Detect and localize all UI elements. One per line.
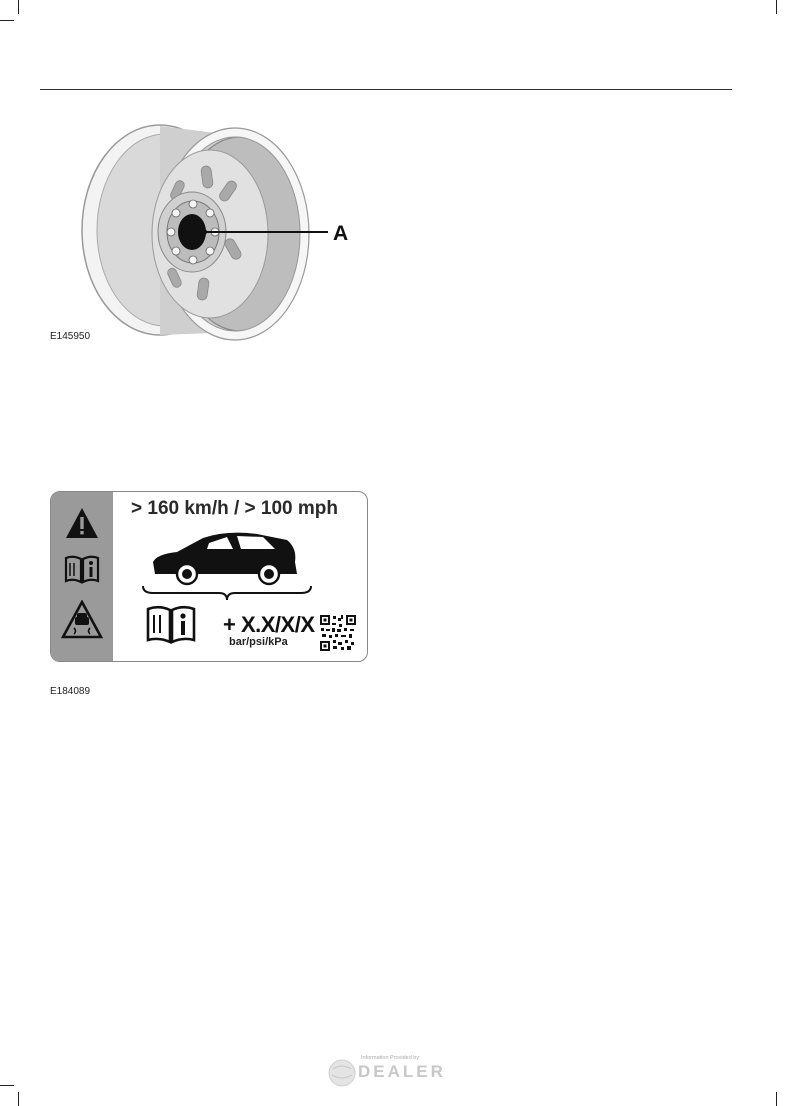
qr-code-icon <box>319 614 357 652</box>
owner-manual-icon <box>63 554 101 584</box>
bracket-icon <box>139 584 315 602</box>
car-silhouette-icon <box>137 528 317 590</box>
pressure-units-text: bar/psi/kPa <box>229 636 288 648</box>
warning-triangle-icon <box>64 506 100 540</box>
watermark-globe-icon <box>328 1059 356 1087</box>
watermark-brand: DEALER <box>358 1062 446 1081</box>
skid-control-icon <box>61 600 103 640</box>
speed-limit-text: > 160 km/h / > 100 mph <box>131 498 338 519</box>
crop-mark-top-right-v <box>776 0 777 14</box>
crop-mark-bottom-right-v <box>776 1092 777 1106</box>
crop-mark-top-left-h <box>0 20 14 21</box>
owner-manual-large-icon <box>145 604 197 644</box>
watermark-caption: Information Provided by: <box>361 1055 421 1061</box>
dealer-watermark <box>328 1053 468 1093</box>
callout-a: A <box>333 222 349 245</box>
figure-code-2: E184089 <box>50 686 91 697</box>
pressure-text: + X.X/X/X <box>223 612 315 637</box>
crop-mark-bottom-left-v <box>18 1092 19 1106</box>
figure-code-1: E145950 <box>50 331 91 342</box>
crop-mark-bottom-left-h <box>0 1085 14 1086</box>
spare-wheel-illustration <box>40 118 370 348</box>
header-rule <box>40 89 732 90</box>
crop-mark-top-left-v <box>18 0 19 14</box>
temporary-spare-label <box>50 491 368 662</box>
